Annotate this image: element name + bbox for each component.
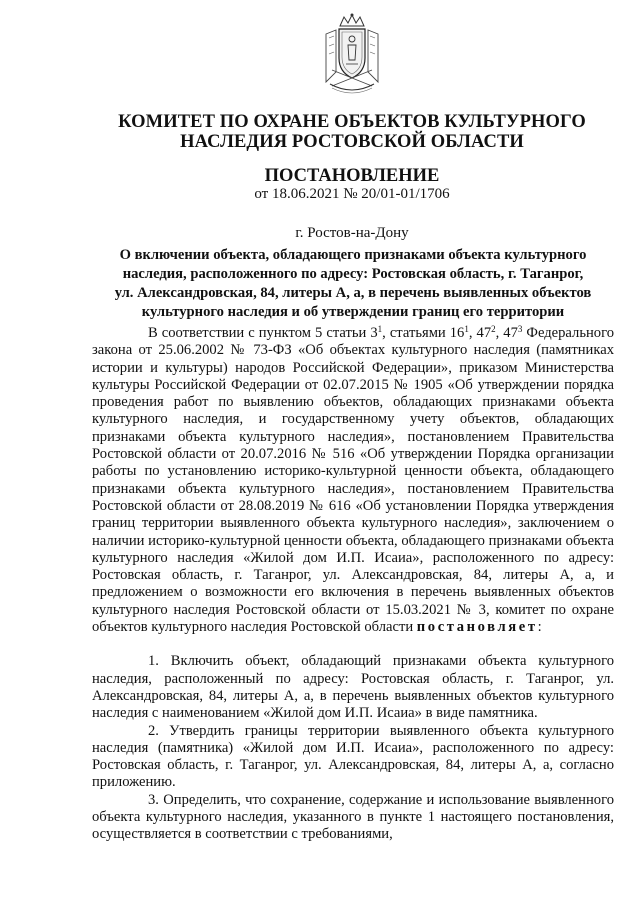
subject-line-1: О включении объекта, обладающего признаками объекта культурного <box>119 247 587 263</box>
item-3: 3. Определить, что сохранение, содержание и использование выявленного объекта культурного наследия, указанного в пункте 1 настоящего постановления, осуществляется в соответствии с требованиями, <box>92 791 614 843</box>
document-body <box>92 325 614 844</box>
preamble-sup-1: 1 <box>377 324 383 334</box>
subject-line-2: наследия, расположенного по адресу: Ростовская область, г. Таганрог, <box>122 266 584 282</box>
item-1: 1. Включить объект, обладающий признаками объекта культурного наследия, расположенный по адресу: Ростовская область, г. Таганрог, ул. Александровская, 84, литеры А, а, в перечень выявленных объектов культурного наследия с наименованием «Жилой дом И.П. Исаиа» в виде памятника. <box>92 653 614 722</box>
preamble-sup-3: 2 <box>491 324 496 334</box>
document-city: г. Ростов-на-Дону <box>295 225 409 241</box>
item-2: 2. Утвердить границы территории выявленного объекта культурного наследия (памятника) «Жилой дом И.П. Исаиа», расположенного по адресу: Ростовская область, г. Таганрог, ул. Александровская, 84, литеры А, а, согласно приложению. <box>92 722 614 791</box>
preamble-sup-4: 3 <box>517 324 523 334</box>
preamble-paragraph <box>92 325 614 636</box>
preamble-text-2: , статьями 16 <box>382 325 465 341</box>
document-type: ПОСТАНОВЛЕНИЕ <box>264 166 440 186</box>
document-subject <box>96 246 610 322</box>
document-number: от 18.06.2021 № 20/01-01/1706 <box>254 186 450 202</box>
subject-line-4: культурного наследия и об утверждении границ его территории <box>141 304 565 320</box>
organization-name <box>100 112 604 152</box>
decree-word: постановляет <box>416 619 538 636</box>
preamble-text-5: Федерального закона от 25.06.2002 № 73-ФЗ «Об объектах культурного наследия (памятниках истории и культуры) народов Российской Федерации», приказом Министерства культуры Российской Федерации от 02.07.2015 № 1905 «Об утверждении порядка проведения работ по выявлению объектов, обладающих признаками объекта культурного наследия, и государственному учету объектов, обладающих признаками объекта культурного наследия», постановлением Правительства Ростовской области от 20.07.2016 № 516 «Об утверждении Порядка организации работы по установлению историко-культурной ценности объекта, обладающего признаками объекта культурного наследия», постановлением Правительства Ростовской области от 28.08.2019 № 616 «Об установлении Порядка утверждения границ территории выявленного объекта культурного наследия», заключением о наличии историко-культурной ценности объекта, обладающего признаками объекта культурного наследия «Жилой дом И.П. Исаиа», расположенного по адресу: Ростовская область, г. Таганрог, ул. Александровская, 84, литеры А, а, и предложением о возможности его включения в перечень выявленных объектов культурного наследия Ростовской области от 15.03.2021 № 3, комитет по охране объектов культурного наследия Ростовской области <box>92 325 614 636</box>
preamble-colon: : <box>537 619 542 636</box>
preamble-text-3: , 47 <box>468 325 492 341</box>
org-line-2: НАСЛЕДИЯ РОСТОВСКОЙ ОБЛАСТИ <box>180 132 524 152</box>
preamble-text-1: В соответствии с пунктом 5 статьи 3 <box>148 325 378 341</box>
rostov-oblast-coat-of-arms-icon <box>318 12 386 96</box>
org-line-1: КОМИТЕТ ПО ОХРАНЕ ОБЪЕКТОВ КУЛЬТУРНОГО <box>118 112 586 132</box>
subject-line-3: ул. Александровская, 84, литеры А, а, в перечень выявленных объектов <box>114 285 592 301</box>
preamble-text-4: , 47 <box>495 325 518 341</box>
preamble-sup-2: 1 <box>464 324 469 334</box>
